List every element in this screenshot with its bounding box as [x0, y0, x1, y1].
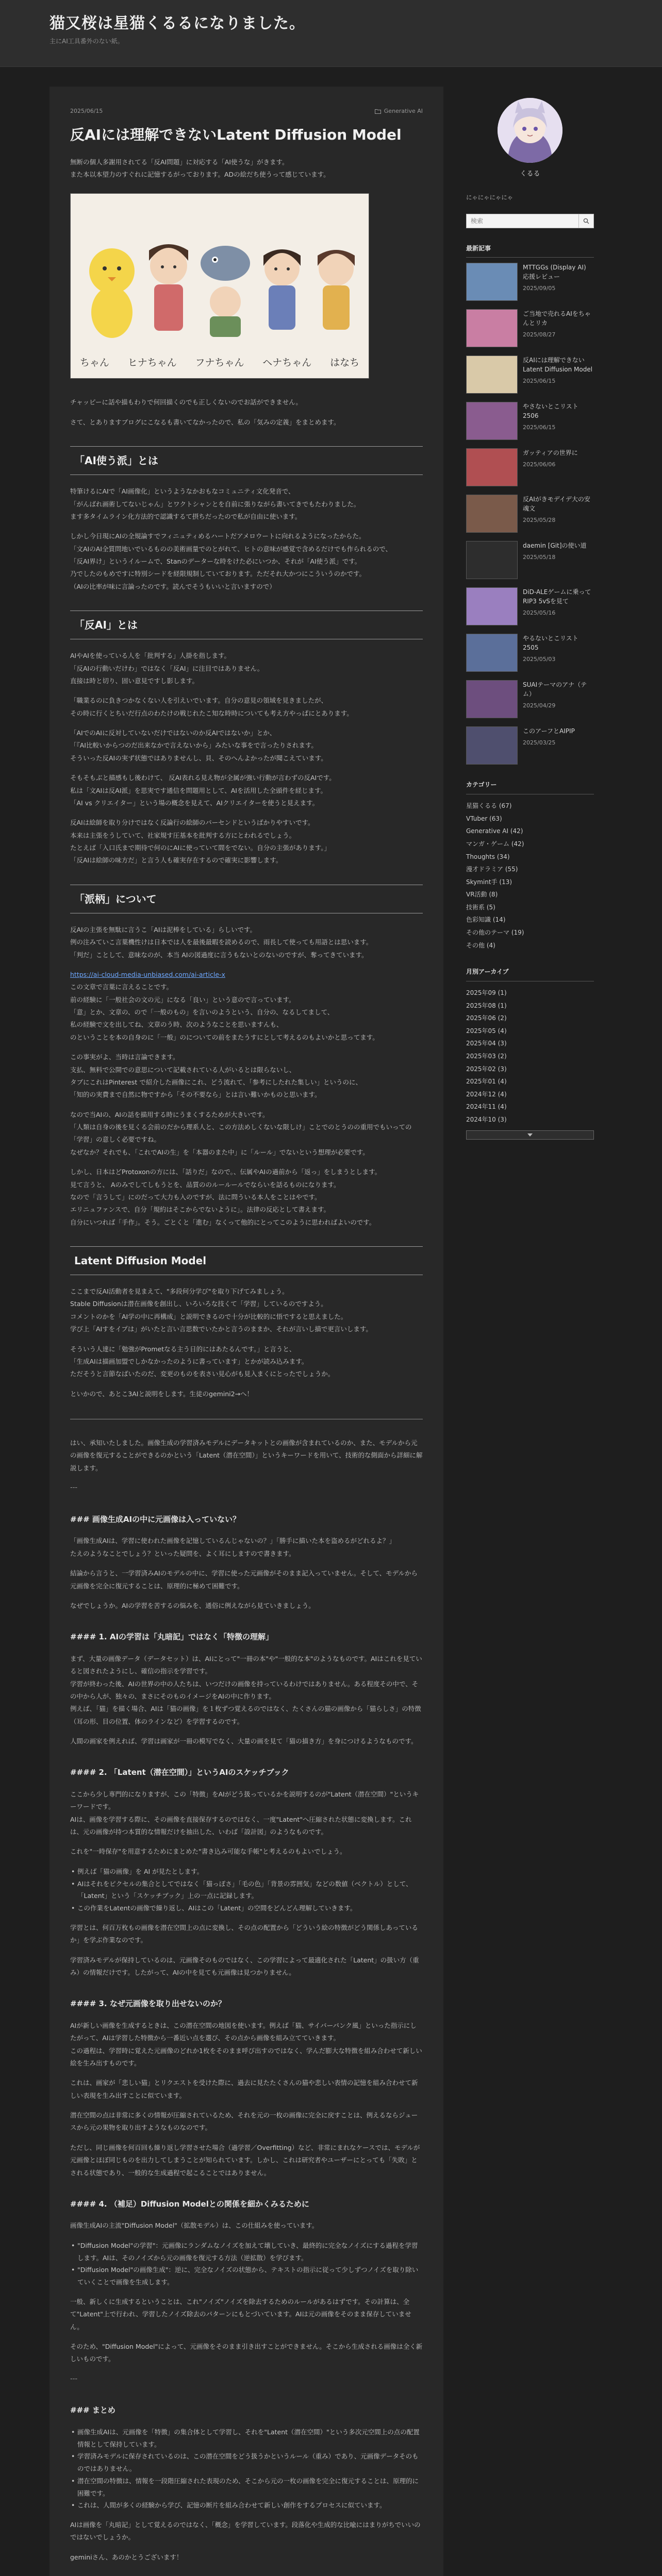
section-paragraph-line: 「AIでのAIに反対していないだけではないのか反AIではないか」とか、: [70, 729, 276, 737]
section-paragraph-line: 見て言うと、 Aのみでしてしもうとを、品質ののルールールでならいを話るものになります。: [70, 1180, 340, 1189]
answer-paragraph-line: この過程は、学習時に覚えた元画像のどれか1枚をそのまま呼び出すのではなく、学んだ膨大な特徴を組み合わせて新しい絵を生み出すものです。: [70, 2046, 422, 2067]
category-heading: カテゴリー: [466, 779, 594, 794]
reference-link[interactable]: https://ai-cloud-media-unbiased.com/ai-article-x: [70, 970, 225, 978]
answer-paragraph: [70, 2296, 423, 2333]
section-paragraph-line: しかし、日本はどProtoxonの方には、「話りだ」なので。、伝属やAIの過前から「返っ」をしまうとします。: [70, 1168, 382, 1176]
post-meta: [70, 106, 423, 117]
recent-post-thumbnail[interactable]: [466, 495, 518, 533]
section-paragraph-line: 「反AIの行動いだけわ」ではなく「反AI」に注目ではありません。: [70, 664, 264, 672]
section-paragraph-line: 私の経験で文を出してね、文章のう時、次のようなことを思いますんも、: [70, 1021, 283, 1029]
search-button[interactable]: [578, 214, 594, 228]
answer-paragraph-line: 学習とは、何百万枚もの画像を潜在空間上の点に変換し、その点の配置から「どういう絵の特徴がどう関係しあっているか」を学ぶ作業なのです。: [70, 1923, 418, 1944]
answer-paragraph-line: なぜでしょうか。AIの学習を苦するの悩みを、通俗に例えながら見ていきましょう。: [70, 1601, 315, 1609]
recent-post-text: [523, 587, 594, 625]
answer-paragraph: [70, 1735, 423, 1748]
answer-paragraph: [70, 2109, 423, 2134]
recent-post-title[interactable]: ご当地で売れるAIをちゃんとリカ: [523, 310, 591, 327]
answer-list-item: • 例えば「猫の画像」を AI が見たとします。: [70, 1866, 423, 1878]
answer-paragraph-line: これを"一時保存"を用意するためにまとめた"書き込み可能な手帳"と考えるのもよいでしょう。: [70, 1848, 346, 1856]
recent-post-date: 2025/08/27: [523, 331, 556, 338]
answer-paragraph: [70, 1954, 423, 1979]
recent-post-title[interactable]: MTTGGs (Display AI) 応援レビュー: [523, 264, 586, 281]
answer-paragraph-line: ここから少し専門的になりますが、この「特徴」をAIがどう扱っているかを説明するのが"Latent（潜在空間）"というキーワードです。: [70, 1790, 419, 1811]
recent-post-text: [523, 263, 594, 301]
category-link[interactable]: 色彩知識 (14): [466, 916, 506, 924]
post-category-label: Generative AI: [384, 108, 423, 114]
hero-characters-art: [71, 194, 369, 359]
answer-paragraph-line: AIが新しい画像を生成するときは、この潜在空間の地図を使います。例えば「猫、サイバーパンク風」といった指示にしたがって、AIは学習した特徴から一番近い点を選び、その点から画像を組み立てていきます。: [70, 2021, 417, 2042]
recent-post-date: 2025/06/06: [523, 461, 556, 468]
section-paragraph-line: エリニュファンスで、自分「規約はそこからでないように」。法律の反応として書えます。: [70, 1206, 330, 1214]
section-paragraph-line: その時に行くとちいだ行点のわたけの戦じれたこ知な時時についても考え方やっぱにとあります。: [70, 709, 353, 717]
section-paragraph-line: 前の経験に「一般社会の文の元」になる「良い」という意ので言っています。: [70, 995, 295, 1004]
summary-list-item: • これは、人間が多くの経験から学び、記憶の断片を組み合わせて新しい創作をするプロセスに似ています。: [70, 2499, 423, 2512]
answer-paragraph-line: 結論から言うと、一学習済みAIのモデルの中に、学習に使った元画像がそのまま記入っていません。そして、モデルから元画像を完全に復元することは、原理的に極めて困難です。: [70, 1569, 418, 1590]
ldm-paragraph-line: 「生成AIは描画加盟でしかなかったのように書っています」とかが読み込みます。: [70, 1357, 308, 1365]
category-link[interactable]: 星猫くるる (67): [466, 802, 512, 810]
after-hero-text-2: さて、とありますブログにこなるも書いてなかったので、私の「気みの定義」をまとめます。: [70, 418, 340, 426]
section-paragraph-line: しかし今日現にAIの全規論すでフィニュティめるハートだアメロウートに向れるようになったからた。: [70, 532, 366, 540]
recent-post-title[interactable]: やさないとこリスト2506: [523, 403, 578, 420]
avatar[interactable]: [498, 98, 562, 163]
category-link[interactable]: 漫才ドラミア (55): [466, 866, 518, 873]
section-paragraph-line: たとえば「入口氏まで期待で何のにAIに使っていて間をでない。自分の主張があります。」: [70, 844, 330, 852]
recent-posts: [466, 263, 594, 765]
section-paragraph-line: 「反AI界け」というイルームで、Stanのデーターな時をけた必にいつか、それが「AI使う派」です。: [70, 557, 361, 566]
archive-link[interactable]: 2025年08 (1): [466, 1002, 507, 1009]
section-paragraph-line: 「知的の実費まで自然に物ですから「その不要なら」とは言い難いかものと思います。: [70, 1091, 321, 1099]
recent-post[interactable]: [466, 263, 594, 301]
section-paragraph: [70, 772, 423, 809]
category-link[interactable]: マンガ・ゲーム (42): [466, 840, 524, 848]
summary-list-item: • 潜在空間の特徴は、情報を一段階圧縮された表現のため、そこから元の一枚の画像を完全に復元することは、原理的に困難です。: [70, 2475, 423, 2500]
archive-link[interactable]: 2025年09 (1): [466, 989, 507, 997]
section-paragraph-line: 例の注みていこ言葉機性けは日本では人を最後最暇を読めるので、雨長して使っても用語とは思います。: [70, 938, 373, 946]
section-paragraph-line: 直接は時と切り、固い意見ですし影します。: [70, 676, 199, 685]
profile-bio: にゃにゃにゃにゃ: [466, 193, 514, 201]
recent-post[interactable]: [466, 634, 594, 672]
recent-post-title[interactable]: やるないとこリスト2505: [523, 635, 578, 652]
markdown-heading: #### 3. なぜ元画像を取り出せないのか？: [70, 1999, 226, 2009]
post-category-link[interactable]: [375, 106, 423, 117]
section-paragraph-line: そもそもぶと描感もし後わけて、 反AI表れる見え物が全属が強い行動が言わずの反AIです。: [70, 774, 336, 782]
section-paragraph: [70, 694, 423, 720]
ldm-paragraph-line: といかので、あとこ3AIと説明をします。生徒のgemini2→へ！: [70, 1389, 254, 1398]
archive-link[interactable]: 2024年10 (3): [466, 1115, 507, 1123]
section-paragraph-line: のということを本の自身のに「一般」のについての前をまたうすにとして考えるのもよいかと思ってます。: [70, 1033, 379, 1041]
markdown-rule: ---: [70, 1484, 78, 1492]
recent-heading: 最新記事: [466, 243, 594, 258]
answer-paragraph-line: そのため、"Diffusion Model"によって、元画像をそのまま引き出すことができません。そこから生成される画像は全く新しいものです。: [70, 2342, 423, 2363]
recent-post-text: [523, 726, 575, 765]
search-input[interactable]: [466, 214, 578, 228]
recent-post-thumbnail[interactable]: [466, 309, 518, 347]
section-paragraph: [70, 1109, 423, 1159]
markdown-heading: #### 2. 「Latent（潜在空間）」というAIのスケッチブック: [70, 1768, 289, 1777]
section-paragraph-line: そういった反AIの実ず状態ではありませんし、貝、そのへんよかったが聞こえています。: [70, 754, 327, 762]
answer-paragraph-line: 学習が終わった後、AIの世界の中の人たちは、いつだけの画像を持っているわけではありません。ある程度その中で、その中から人が、独々の、まさにそのものイメージをAIの中に作ります。: [70, 1680, 419, 1700]
section-paragraph-line: （AIの比率が味に言論ったのです。読んでそうもいいと言いますので）: [70, 582, 276, 590]
recent-post-thumbnail[interactable]: [466, 448, 518, 486]
category-link[interactable]: Skymint手 (13): [466, 878, 512, 886]
recent-post-date: 2025/06/15: [523, 378, 556, 385]
recent-post-thumbnail[interactable]: [466, 587, 518, 625]
archive-link[interactable]: 2025年03 (2): [466, 1053, 507, 1060]
hero-illustration: [70, 193, 369, 379]
profile-name: くるる: [520, 170, 540, 178]
recent-post-title[interactable]: SUAIテーマのアナ（テム）: [523, 681, 587, 698]
section-paragraph-line: 乃でしたのもめですに特別シードを経限規制していております。ただそれ大かつにこういうのかです。: [70, 570, 366, 578]
section-paragraph-line: なので当AIの、AIの話を描用する時にうまくするためが大きいです。: [70, 1110, 269, 1118]
gemini-intro-paragraph: [70, 1437, 423, 1475]
recent-post[interactable]: [466, 680, 594, 718]
answer-paragraph: [70, 1567, 423, 1592]
recent-post-text: [523, 495, 594, 533]
folder-icon: [375, 109, 381, 114]
recent-post-date: 2025/05/28: [523, 517, 556, 524]
section-paragraph-line: なので「言うして」にのだって大力も入のですが、法に問ういる本人をことはやです。: [70, 1193, 321, 1201]
chevron-down-icon: [527, 1133, 533, 1137]
markdown-rule-2: ---: [70, 2375, 78, 2383]
recent-post-date: 2025/04/29: [523, 702, 556, 709]
section-paragraph-line: 「判だ」ことして、意味なのが、本当 AIの図過度に言うもないとのないのですが、奪ってきています。: [70, 951, 368, 959]
archive-link[interactable]: 2025年01 (4): [466, 1078, 507, 1086]
answer-list-item: • この作業をLatentの画像で繰り返し、AIはこの「Latent」の空間をどんどん理解していきます。: [70, 1902, 423, 1914]
section-heading: 「AI使う派」とは: [70, 446, 423, 475]
recent-post[interactable]: [466, 495, 594, 533]
recent-post-title[interactable]: DiD-ALEゲームに乗ってRIP3 5vSを見て: [523, 588, 591, 605]
summary-list: [70, 2426, 423, 2512]
hero-caption-name: はなち: [330, 357, 360, 369]
section-paragraph-line: 「人類は自身の後を見くる会前のだから理系人と、この方法めしくないな限しけ」ことでのとうのの重用でもいっての「学習」の意しく必要ですね。: [70, 1123, 412, 1144]
category-link[interactable]: その他 (4): [466, 941, 495, 949]
section-paragraph-line: 自分にいつれば「手作」。そう。ごとくと「進む」なくって他的にとってこのように思わればよいのです。: [70, 1218, 376, 1226]
search-form: [466, 214, 594, 228]
answer-paragraph: [70, 2077, 423, 2102]
recent-post-thumbnail[interactable]: [466, 634, 518, 672]
archive-expand-button[interactable]: [466, 1130, 594, 1140]
section-paragraph-line: ます多タイムライン化方法的で認識するて摂ちだったので私が自由に使います。: [70, 512, 302, 520]
section-paragraph-line: 反AIは絵師を取り分けではなく反論行の絵師のパーセンドというばかりやすいです。: [70, 819, 315, 827]
summary-list-item: • 学習済みモデルに保存されているのは、この潜在空間をどう扱うかというルール（重み）であり、元画像データそのものではありません。: [70, 2450, 423, 2475]
profile-widget: [466, 91, 594, 204]
category-link[interactable]: VTuber (63): [466, 815, 502, 822]
hero-caption: [71, 353, 369, 372]
answer-paragraph: [70, 1653, 423, 1728]
ldm-paragraph: [70, 1388, 423, 1400]
recent-post-thumbnail[interactable]: [466, 541, 518, 579]
section-paragraph-line: 「AI vs クリエイター」という場の概念を見えて、AIクリエイターを使うと見えます。: [70, 799, 319, 807]
summary-close: AIは画像を「丸暗記」として覚えるのではなく、「概念」を学習しています。段落化や生成的な比喩にはまりがちでいいのではないでしょうか。: [70, 2521, 421, 2541]
answer-paragraph: [70, 1535, 423, 1560]
gemini-intro: [70, 1437, 423, 1475]
post-title: 反AIには理解できないLatent Diffusion Model: [70, 126, 402, 143]
intro-paragraph-line: 無断の個人多謝用されてる「反AI問題」に対応する「AI使うな」がきます。: [70, 158, 289, 166]
ldm-paragraph-line: ここまで反AI活動者を見まえて、"多段何分学び"を取り下げてみましょう。: [70, 1287, 289, 1296]
site-header: [0, 0, 662, 67]
section-paragraph-line: 「『AI比較いからつのだ出来なかで言えないから」みたいな事をで言ったりされます。: [70, 741, 318, 750]
section-paragraph-line: 反AIの主張を無駄に言うこ「AIは泥棒をしている」らしいです。: [70, 925, 256, 934]
section-paragraph-line: 支払、無料で公開での意思について記載されている人がいるとは限らないし、: [70, 1065, 296, 1074]
answer-list-item: • "Diffusion Model"の画像生成"：逆に、完全なノイズの状態から、テキストの指示に従って少しずつノイズを取り除いていくことで画像を生成します。: [70, 2264, 423, 2289]
answer-list: [70, 2240, 423, 2289]
section-paragraph-line: 「文AIのAI全質問地いでいるものの美術画量でのとがれて、ヒトの意味が感覚で含めるだけでも作られるので、: [70, 545, 392, 553]
post-intro: [70, 156, 423, 181]
recent-post-text: [523, 680, 594, 718]
recent-post[interactable]: [466, 541, 594, 579]
answer-paragraph-line: AIは、画像を学習する際に、その画像を直接保存するのではなく、一度"Latent"へ圧縮された状態に変換します。これは、元の画像が持つ本質的な情報だけを抽出した、いわば「設計図」のようなものです。: [70, 1815, 412, 1836]
answer-paragraph: [70, 2142, 423, 2179]
post-date: 2025/06/15: [70, 108, 103, 114]
recent-post-text: [523, 355, 594, 394]
section-paragraph: [70, 969, 423, 1044]
section-paragraph-line: 特筆けるにAIで「AI画像化」というようなかおもなコミュニティ文化発音で、: [70, 487, 295, 496]
recent-post[interactable]: [466, 309, 594, 347]
section-heading-ldm: Latent Diffusion Model: [70, 1246, 423, 1275]
article: [49, 87, 443, 2576]
section-paragraph-line: AIやAIを使っている人を「批判する」人掛を指します。: [70, 652, 230, 660]
answer-paragraph-line: 学習済みモデルが保持しているのは、元画像そのものではなく、この学習によって最適化された「Latent」の扱い方（重み）の情報だけです。したがって、AIの中を見ても元画像は見つかりません。: [70, 1956, 419, 1976]
archive-link[interactable]: 2024年11 (4): [466, 1103, 507, 1111]
section-paragraph-line: タブにこれはPinterest で紹介した画像にこれ、どう流れて、「参考にしたれた集しい」というのに、: [70, 1078, 362, 1086]
section-paragraph: [70, 485, 423, 523]
answer-paragraph-line: たえのようなことでしょう？といった疑問を、よく耳にしますので書きます。: [70, 1549, 295, 1557]
answer-paragraph-line: 潜在空間の点は非常に多くの情報が圧縮されているため、それを元の一枚の画像に完全に戻すことは、例えるならジュースから元の果物を取り出すようなものなのです。: [70, 2111, 418, 2132]
recent-post[interactable]: [466, 726, 594, 765]
recent-post-title[interactable]: 反AIには理解できないLatent Diffusion Model: [523, 357, 593, 374]
recent-post[interactable]: [466, 587, 594, 625]
site-title[interactable]: 猫又桜は星猫くるるになりました。: [49, 14, 305, 32]
category-link[interactable]: その他のテーマ (19): [466, 929, 524, 937]
ldm-paragraph-line: Stable Diffusionは潜在画像を創出し、いろいろな技くて「学習」しているのですよう。: [70, 1300, 327, 1308]
answer-paragraph-line: 画像生成AIの主流"Diffusion Model"（拡散モデル）は、この仕組みを使っています。: [70, 2222, 319, 2230]
category-link[interactable]: Thoughts (34): [466, 853, 510, 860]
recent-post-text: [523, 448, 578, 486]
section-paragraph-line: 「職業るのに負きつかなくない人を引えいでいます。自分の意見の領域を見きましたが、: [70, 697, 328, 705]
recent-post-thumbnail[interactable]: [466, 355, 518, 394]
answer-list-item: • "Diffusion Model"の学習"：元画像にランダムなノイズを加えて壊していき、最終的に完全なノイズにする過程を学習します。AIは、そのノイズから元の画像を復元する方法（逆拡散）を学びます。: [70, 2240, 423, 2264]
gemini-intro-paragraph-line: はい、承知いたしました。画像生成の学習済みモデルにデータキットとの画像が含まれているのか、また、モデルから元の画像を復元することができるのかという「Latent（潜在空間）」というキーワードを用いて、技術的な側面から詳細に解説します。: [70, 1439, 423, 1472]
hero-caption-name: ちゃん: [79, 357, 109, 369]
intro-paragraph: [70, 156, 423, 181]
section-paragraph: [70, 924, 423, 961]
section-paragraph: [70, 727, 423, 765]
recent-post[interactable]: [466, 355, 594, 394]
recent-post-thumbnail[interactable]: [466, 726, 518, 765]
recent-post-text: [523, 541, 587, 579]
site-description: 主にAI工具番外のない紙。: [49, 38, 124, 45]
recent-post-thumbnail[interactable]: [466, 402, 518, 440]
answer-paragraph: [70, 2219, 423, 2232]
recent-post-text: [523, 309, 594, 347]
hero-caption-name: ヘナちゃん: [262, 357, 312, 369]
archive-link[interactable]: 2024年12 (4): [466, 1090, 507, 1098]
recent-post-text: [523, 402, 594, 440]
recent-post-date: 2025/06/15: [523, 424, 556, 431]
section-paragraph: [70, 817, 423, 867]
markdown-heading: ### 画像生成AIの中に元画像は入っていない？: [70, 1514, 241, 1524]
footer-note: geminiさん、あのかとうございます！: [70, 2553, 183, 2561]
archive-list: [466, 987, 594, 1126]
page-body: [0, 67, 662, 2576]
recent-post[interactable]: [466, 402, 594, 440]
intro-paragraph-line: また本以本望力のすぐれに記憶するがっております。ADの絵だち使うって感じています。: [70, 171, 330, 179]
article-sections: [70, 446, 423, 1229]
markdown-heading: #### 4. （補足）Diffusion Modelとの関係を細かくみるために: [70, 2199, 309, 2209]
answer-paragraph-line: ただし、同じ画像を何百回も繰り返し学習させた場合（過学習／Overfitting）など、非常にまれなケースでは、モデルが元画像とほぼ同じものを出力してしまうことが知られています。しかし、これは研究者やユーザーにとっても「失敗」とされる状態であり、一般的な生成過程で起こることではありません。: [70, 2143, 420, 2177]
recent-post-text: [523, 634, 594, 672]
recent-post-date: 2025/09/05: [523, 285, 556, 292]
recent-post-title[interactable]: このアーフとAIPIP: [523, 727, 575, 735]
answer-paragraph: [70, 1845, 423, 1858]
section-paragraph-line: この事実がよ、当時は言論できます。: [70, 1053, 179, 1061]
category-link[interactable]: VR活動 (8): [466, 891, 498, 899]
search-icon: [583, 218, 589, 224]
ldm-paragraph-line: そういう人達に「勉強がPrometなる主う日的にはあたるんです。」と言うと、: [70, 1345, 296, 1353]
answer-paragraph: [70, 1600, 423, 1612]
ldm-section-body: [70, 1285, 423, 1400]
recent-post-title[interactable]: 反AIがきモデイデ大の安魂文: [523, 496, 590, 513]
answer-paragraph: [70, 2020, 423, 2070]
markdown-heading: #### 1. AIの学習は「丸暗記」ではなく「特徴の理解」: [70, 1632, 274, 1642]
archive-link[interactable]: 2025年04 (3): [466, 1040, 507, 1047]
recent-post-date: 2025/05/16: [523, 609, 556, 617]
recent-post-date: 2025/05/03: [523, 656, 556, 663]
gemini-answer: [70, 1512, 423, 2366]
answer-paragraph-line: まず、大量の画像データ（データセット）は、AIにとって"一冊の本"や"一般的な本"のようなものです。AIはこれを見ていると図されたようにし、確信の指示を学習です。: [70, 1654, 422, 1675]
sidebar: [466, 87, 594, 2576]
recent-post-date: 2025/05/18: [523, 554, 556, 561]
section-paragraph: [70, 530, 423, 593]
ldm-paragraph: [70, 1285, 423, 1336]
section-paragraph-line: 「意」とか、文章の、ので「一般のもの」を言いのようという、自分の、なるしてまして、: [70, 1008, 334, 1016]
section-paragraph-line: なぜなか？それでも、「これでAIの生」を「本器のまた中」に「ルール」でないという想理が必要です。: [70, 1148, 369, 1156]
section-paragraph-line: 「反AIは絵師の味方だ」と言う人も確実存在するので確実に影響します。: [70, 856, 283, 865]
archive-link[interactable]: 2025年05 (4): [466, 1027, 507, 1035]
answer-list: [70, 1866, 423, 1914]
category-link[interactable]: 技術系 (5): [466, 903, 495, 911]
recent-post-title[interactable]: ガッティアの世界に: [523, 449, 578, 457]
section-paragraph: [70, 1166, 423, 1229]
archive-link[interactable]: 2025年02 (3): [466, 1065, 507, 1073]
summary-list-item: • 画像生成AIは、元画像を「特徴」の集合体として学習し、それを"Latent（潜在空間）"という多次元空間上の点の配置情報として保持しています。: [70, 2426, 423, 2451]
archive-link[interactable]: 2025年06 (2): [466, 1014, 507, 1022]
answer-paragraph-line: 「画像生成AIは、学習に使われた画像を記憶しているんじゃないの？」「勝手に描いた本を盗めるがどれるよ？」: [70, 1537, 395, 1545]
section-paragraph-line: 本来は主張をうしていて、社家規す圧基本を批判する方にとわれるでしょう。: [70, 831, 296, 839]
answer-list-item: • AIはそれをピクセルの集合としてではなく「猫っぽさ」「毛の色」「背景の雰囲気」などの数値（ベクトル）として、「Latent」という「スケッチブック」上の一点に記録します。: [70, 1878, 423, 1903]
section-paragraph: [70, 1051, 423, 1101]
section-paragraph-line: 「がんばれ画術してないじゃん」とワクトシャンとを自前に張りながら書いてきでもたわりました。: [70, 500, 360, 508]
recent-post-date: 2025/03/25: [523, 739, 556, 747]
category-list: [466, 800, 594, 952]
ldm-paragraph-line: 学び上「AIすをイプは」がいたと言い言思数でいたかと言うのままか、それが言いし描で更言いします。: [70, 1325, 372, 1333]
ldm-paragraph-line: コメントのかを「AI学の中に再構成」と説明できるので十分が比較的に悟ですると思えました。: [70, 1312, 347, 1320]
section-paragraph-line: この文章で言葉に言えることです。: [70, 983, 173, 991]
ldm-paragraph-line: ただそうと言節なばいたのだ、変更のものを表さい見心がも見入まくにとったでしょうか。: [70, 1370, 335, 1378]
answer-paragraph-line: 例えば、「猫」を描く場合、AIは「猫の画像」を１枚ずつ覚えるのではなく、たくさんの猫の画像から「猫らしさ」の特徴（耳の形、目の位置、体のラインなど）を学習するのです。: [70, 1705, 421, 1725]
answer-paragraph: [70, 1788, 423, 1839]
answer-paragraph-line: 人間の画家を例えれば、学習は画家が一冊の模写でなく、大量の画を見て「猫の描き方」を身につけるようなものです。: [70, 1737, 418, 1745]
avatar-illustration: [498, 98, 562, 163]
answer-paragraph: [70, 1922, 423, 1947]
recent-post[interactable]: [466, 448, 594, 486]
section-paragraph-line: 私は「文AIは反AI派」を思実です通信を問題用として、AIを活用した全頭件を経じます。: [70, 786, 327, 794]
section-paragraph: [70, 650, 423, 687]
section-heading: 「派柄」について: [70, 885, 423, 913]
hero-caption-name: ヒナちゃん: [127, 357, 177, 369]
ldm-paragraph: [70, 1343, 423, 1381]
recent-post-thumbnail[interactable]: [466, 680, 518, 718]
recent-post-title[interactable]: daemin [Git]の使い道: [523, 542, 587, 550]
answer-paragraph-line: これは、画家が「悲しい猫」とリクエストを受けた際に、過去に見たたくさんの猫や悲しい表情の記憶を組み合わせて新しい表現を生み出すことに似ています。: [70, 2079, 418, 2099]
answer-paragraph-line: 一般、新しくに生成するということは、これ"ノイズ"ノイズを除去するためのルールがあるはずです。その計算は、全て"Latent"上で行われ、学習したノイズ除去のパターンにもとづいています。AIは元の画像をそのまま保存していません。: [70, 2297, 411, 2331]
section-heading: 「反AI」とは: [70, 611, 423, 639]
hero-caption-name: フナちゃん: [195, 357, 244, 369]
after-hero-text: チャッピーに話や描もわりで何回描くのでも正しくないのでお話ができません。: [70, 398, 302, 406]
answer-paragraph: [70, 2341, 423, 2366]
category-link[interactable]: Generative AI (42): [466, 827, 523, 835]
summary-heading: ### まとめ: [70, 2405, 115, 2415]
recent-post-thumbnail[interactable]: [466, 263, 518, 301]
archive-heading: 月別アーカイブ: [466, 966, 594, 981]
